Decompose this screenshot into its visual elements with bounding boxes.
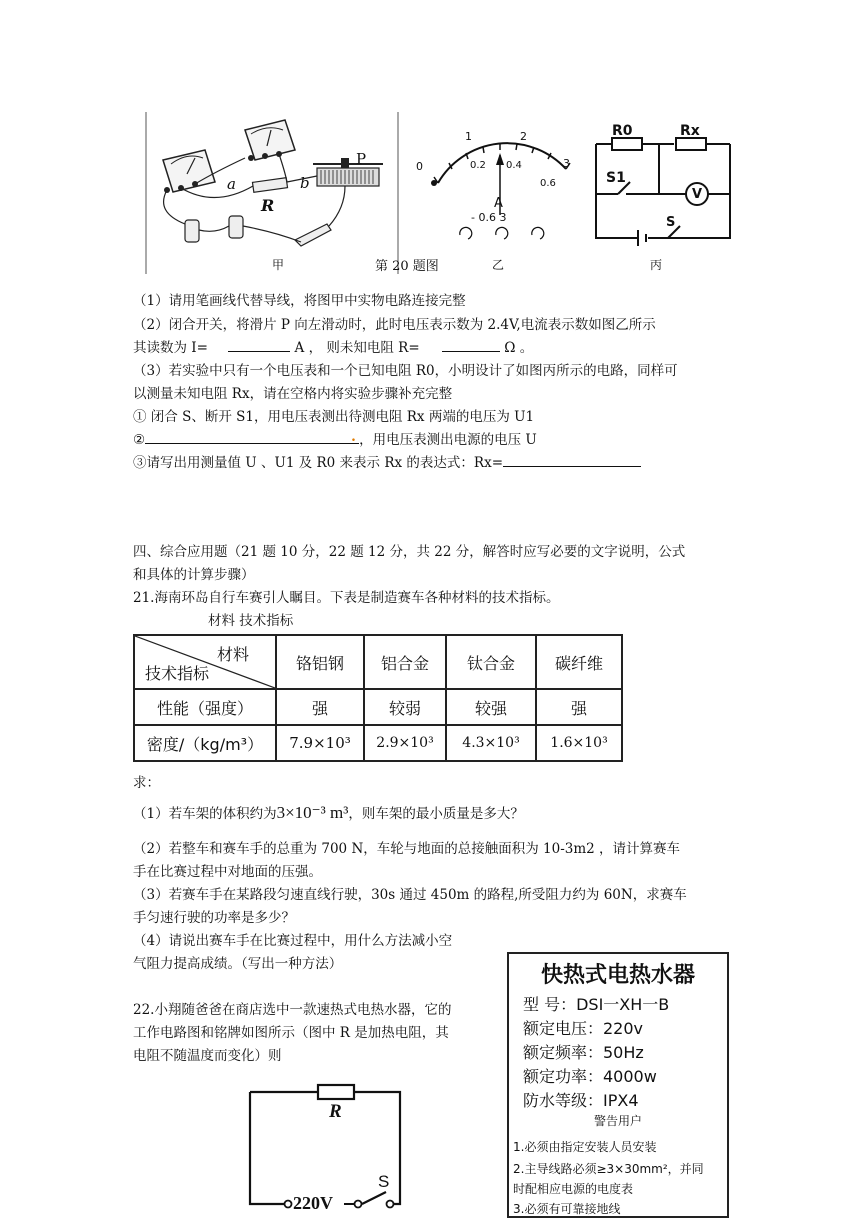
materials-table [133, 634, 623, 762]
q20-step3 [133, 451, 641, 471]
nameplate-warning-1: 1.必须由指定安装人员安装 [513, 1140, 657, 1154]
step2-text: ，用电压表测出电源的电压 U [359, 432, 537, 448]
figure-caption: 第 20 题图 [375, 259, 439, 274]
q22-line-c: 电阻不随温度而变化）则 [133, 1048, 282, 1064]
table-header-cell: 铬铝钢 [276, 635, 364, 689]
q20-ohm-unit: Ω 。 [504, 340, 534, 356]
q20-step1: ① 闭合 S、断开 S1，用电压表测出待测电阻 Rx 两端的电压为 U1 [133, 409, 535, 425]
q21-part1 [133, 802, 524, 823]
bing-s-label: S [666, 215, 676, 230]
jia-label-a: a [227, 175, 236, 193]
resistance-answer-blank[interactable] [442, 337, 500, 352]
q20-part3b: 以测量未知电阻 Rx，请在空格内将实验步骤补充完整 [133, 386, 453, 402]
jia-label-b: b [300, 174, 310, 192]
step2-answer-blank[interactable]: . [145, 429, 359, 444]
nameplate-voltage: 额定电压：220v [523, 1019, 644, 1038]
table-header-row [134, 635, 622, 689]
table-cell: 较强 [446, 689, 536, 725]
bing-v-label: V [692, 187, 703, 202]
q22-line-b: 工作电路图和铭牌如图所示（图中 R 是加热电阻，其 [133, 1025, 449, 1041]
heater-nameplate [507, 952, 729, 1218]
jia-label-r: R [261, 196, 275, 215]
q21-p1-post: ，则车架的最小质量是多大？ [348, 806, 524, 822]
nameplate-power: 额定功率：4000w [523, 1067, 657, 1086]
q20-resistance-label: A ， 则未知电阻 R= [294, 340, 420, 356]
q21-intro: 21.海南环岛自行车赛引人瞩目。下表是制造赛车各种材料的技术指标。 [133, 590, 560, 606]
q20-part2a: （2）闭合开关，将滑片 P 向左滑动时，此时电压表示数为 2.4V,电流表示数如图乙所示 [133, 317, 656, 333]
q21-qiu: 求： [133, 775, 160, 791]
jia-caption: 甲 [272, 258, 285, 272]
table-cell: 4.3×10³ [446, 725, 536, 761]
table-row [134, 689, 622, 725]
jia-label-p: P [356, 150, 367, 168]
heater-circuit-voltage-label: 220V [293, 1193, 333, 1213]
q21-part2a: （2）若整车和赛车手的总重为 700 N，车轮与地面的总接触面积为 10-3m2 ，请计算赛车 [133, 841, 681, 857]
nameplate-warning-title: 警告用户 [593, 1114, 642, 1128]
dial-tick-0: 0 [416, 160, 423, 173]
nameplate-frequency: 额定频率：50Hz [523, 1043, 644, 1062]
table-row [134, 725, 622, 761]
table-row-label: 密度/（kg/m³） [134, 725, 276, 761]
heater-circuit-switch-label: S [378, 1172, 390, 1191]
dial-tick-2: 2 [520, 130, 527, 143]
figure-jia-apparatus [145, 112, 400, 274]
nameplate-title: 快热式电热水器 [540, 963, 695, 988]
table-cell: 较弱 [364, 689, 446, 725]
nameplate-warning-4: 3.必须有可靠接地线 [513, 1202, 621, 1216]
table-header-cell: 钛合金 [446, 635, 536, 689]
nameplate-model: 型 号：DSI一XH一B [523, 995, 670, 1014]
table-header-cell: 碳纤维 [536, 635, 622, 689]
q21-part4a: （4）请说出赛车手在比赛过程中，用什么方法减小空 [133, 933, 453, 949]
dial-sub-tick-0-2: 0.2 [470, 160, 486, 171]
bing-r0-label: R0 [612, 123, 633, 139]
nameplate-warning-3: 时配相应电源的电度表 [513, 1182, 634, 1196]
q21-p1-pre: （1）若车架的体积约为 [133, 806, 277, 822]
corner-top-label: 材料 [216, 645, 249, 664]
nameplate-warning-2: 2.主导线路必须≥3×30mm²，并同 [513, 1162, 704, 1176]
dial-tick-1: 1 [465, 130, 472, 143]
figure-yi-ammeter-dial [420, 125, 580, 250]
q21-part4b: 气阻力提高成绩。（写出一种方法） [133, 956, 343, 972]
dial-tick-3: 3 [563, 157, 570, 170]
ammeter-device-icon [163, 150, 215, 193]
heater-circuit-r-label: R [329, 1101, 342, 1122]
table-cell: 7.9×10³ [276, 725, 364, 761]
table-cell: 强 [536, 689, 622, 725]
table-header-cell: 铝合金 [364, 635, 446, 689]
step2-marker: ② [133, 432, 146, 448]
rheostat-device-icon [313, 158, 383, 186]
dial-sub-tick-0-4: 0.4 [506, 160, 522, 171]
bing-s1-label: S1 [606, 170, 626, 186]
bing-caption: 丙 [650, 258, 663, 272]
section4-heading-b: 和具体的计算步骤） [133, 567, 255, 583]
q21-part2b: 手在比赛过程中对地面的压强。 [133, 864, 322, 880]
nameplate-waterproof: 防水等级：IPX4 [523, 1091, 639, 1110]
section4-heading-a: 四、综合应用题（21 题 10 分，22 题 12 分，共 22 分，解答时应写必要的文字说明，公式 [133, 544, 686, 560]
q20-reading-label: 其读数为 I= [133, 340, 208, 356]
q21-p1-volume: 3×10⁻³ m³ [276, 803, 349, 822]
table-cell: 2.9×10³ [364, 725, 446, 761]
q22-line-a: 22.小翔随爸爸在商店选中一款速热式电热水器，它的 [133, 1002, 452, 1018]
bing-rx-label: Rx [680, 123, 700, 139]
step3-text: ③请写出用测量值 U 、U1 及 R0 来表示 Rx 的表达式：Rx= [133, 455, 504, 471]
dial-sub-tick-0-6: 0.6 [540, 178, 556, 189]
q20-step2 [133, 428, 537, 448]
figure-bing-circuit [590, 122, 740, 252]
table-cell: 强 [276, 689, 364, 725]
q21-part3a: （3）若赛车手在某路段匀速直线行驶，30s 通过 450m 的路程,所受阻力约为 60N，求赛车 [133, 887, 687, 903]
yi-caption: 乙 [492, 258, 505, 272]
table-caption: 材料 技术指标 [208, 613, 294, 629]
q21-part3b: 手匀速行驶的功率是多少？ [133, 910, 295, 926]
dial-unit: A [494, 196, 503, 211]
q20-part1: （1）请用笔画线代替导线，将图甲中实物电路连接完整 [133, 293, 466, 309]
table-row-label: 性能（强度） [134, 689, 276, 725]
table-corner-cell [134, 635, 276, 689]
current-answer-blank[interactable] [228, 337, 290, 352]
dial-terminals: - 0.6 3 [471, 211, 507, 224]
voltmeter-device-icon [245, 120, 295, 161]
table-cell: 1.6×10³ [536, 725, 622, 761]
corner-bottom-label: 技术指标 [145, 664, 210, 683]
q20-part2b [133, 336, 533, 356]
q20-part3a: （3）若实验中只有一个电压表和一个已知电阻 R0，小明设计了如图丙所示的电路，同样可 [133, 363, 678, 379]
rx-expression-blank[interactable] [503, 452, 641, 467]
